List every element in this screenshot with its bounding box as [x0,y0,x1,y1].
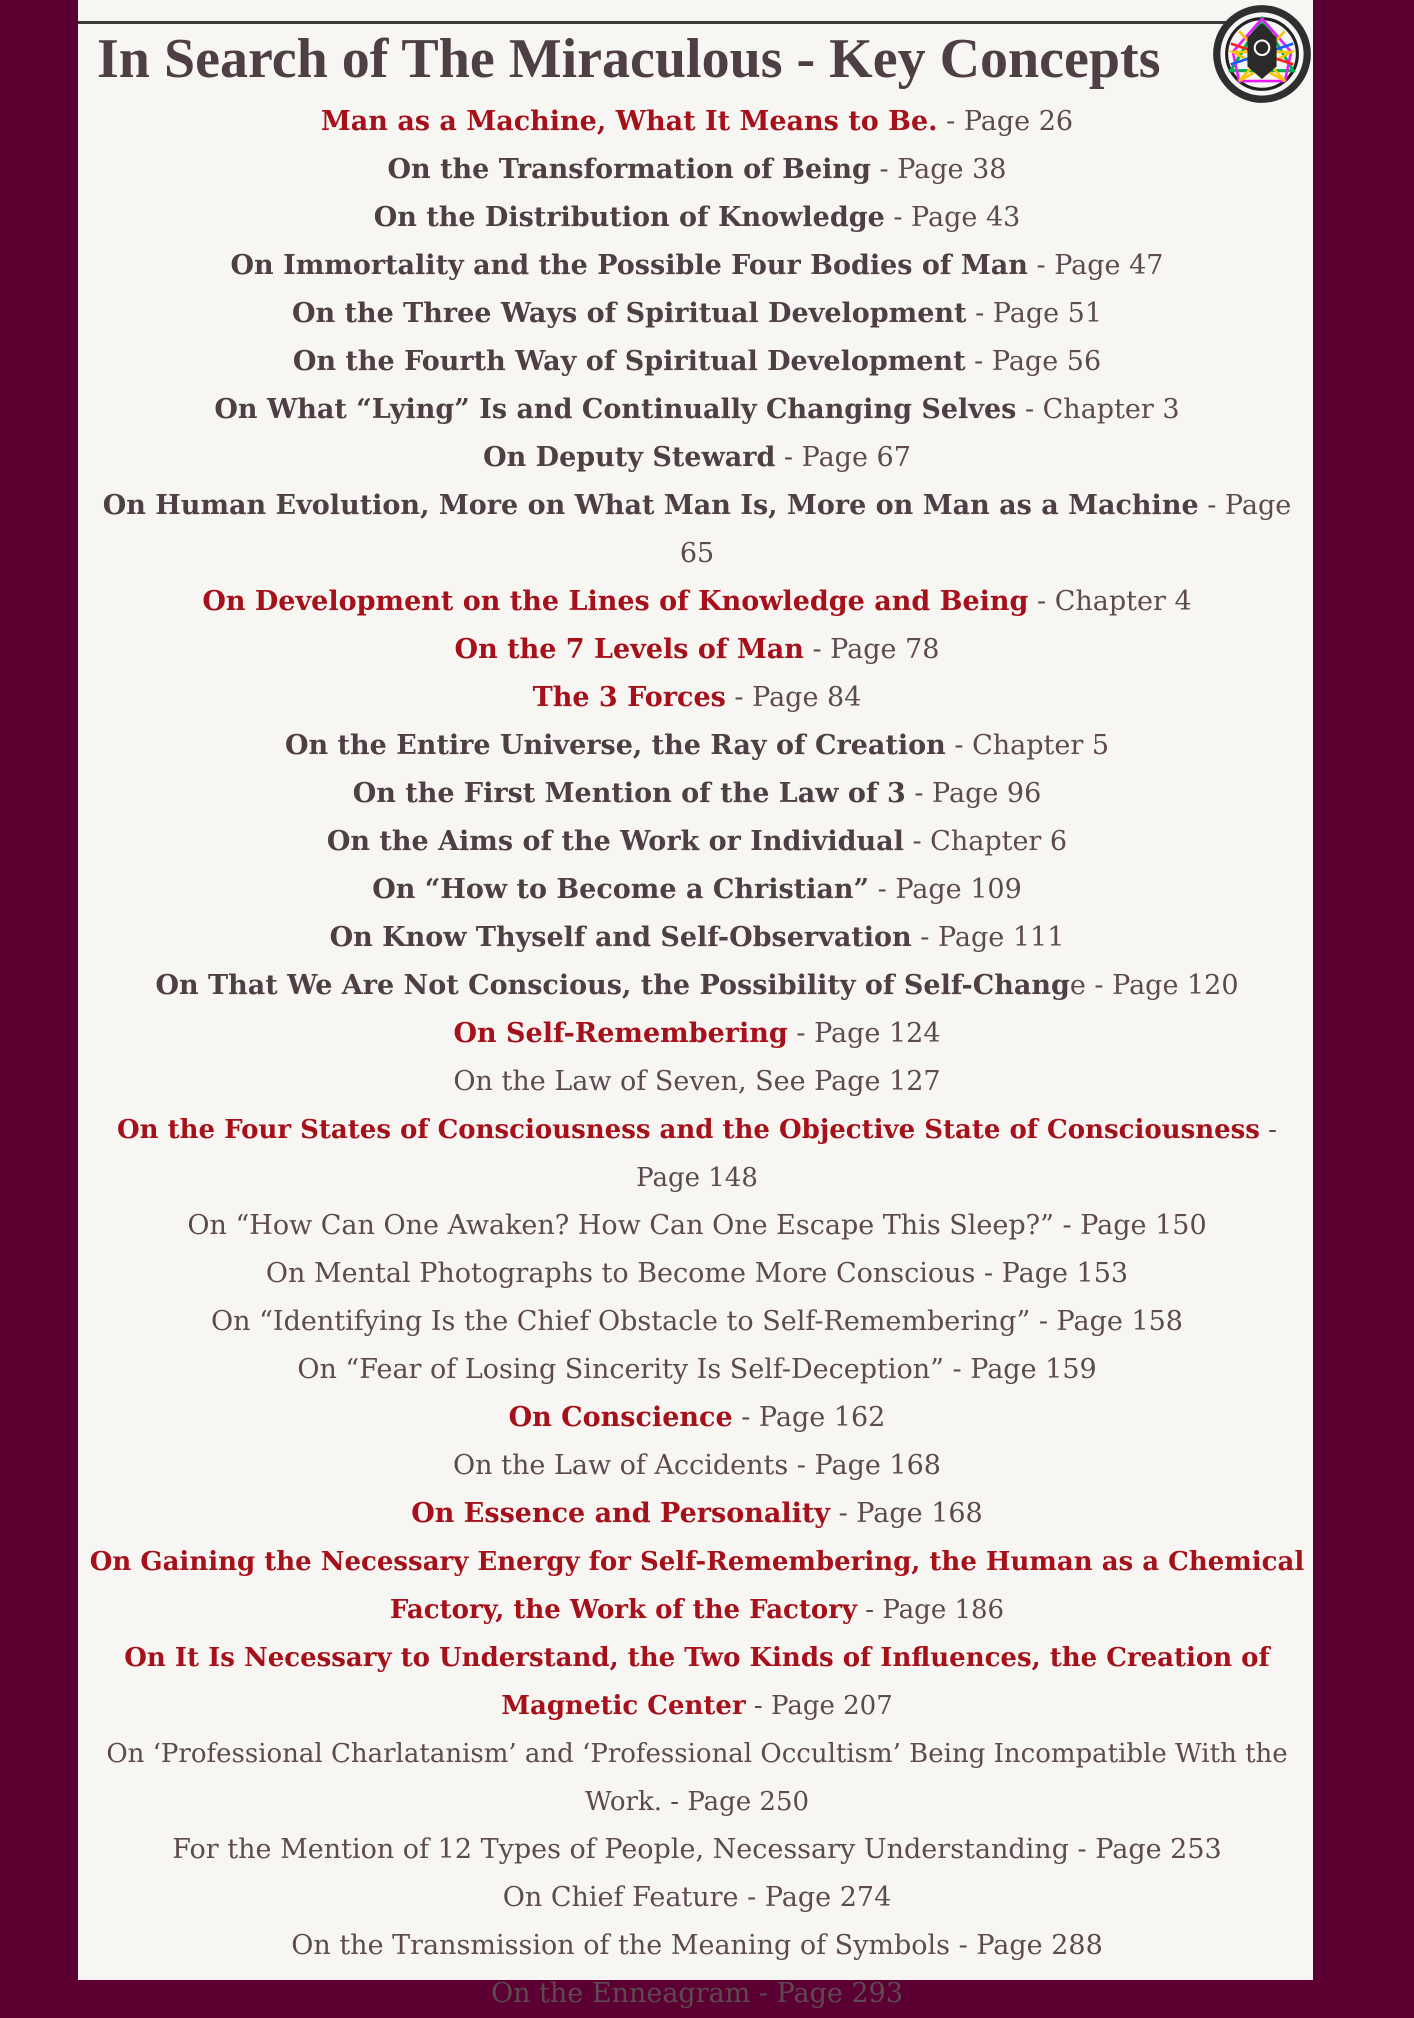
list-item [82,1010,1312,1058]
list-item [82,386,1312,434]
list-item [82,1970,1312,2018]
list-item [82,1346,1312,1394]
concept-title: Man as a Machine, What It Means to Be. [320,106,938,137]
concept-reference: - Chapter 3 [1016,394,1180,425]
concept-reference: - Page 56 [965,346,1102,377]
concept-reference: e - Page 120 [1069,970,1239,1001]
list-item [82,626,1312,674]
list-item [82,1634,1312,1730]
list-item [82,1106,1312,1202]
list-item [82,866,1312,914]
concept-title: On That We Are Not Conscious, the Possibility of Self-Chang [155,970,1070,1001]
concept-title: On the Entire Universe, the Ray of Creation [285,730,946,761]
concept-title: On “How to Become a Christian” [372,874,870,905]
list-item [82,338,1312,386]
concept-reference: - Page 111 [911,922,1065,953]
concept-title: On Development on the Lines of Knowledge and Being [202,586,1029,617]
concept-title: On What “Lying” Is and Continually Changing Selves [214,394,1017,425]
list-item [82,1730,1312,1826]
concept-reference: - Page 186 [857,1595,1005,1625]
concept-title: On the Transformation of Being [387,154,871,185]
concept-reference: - Page 26 [937,106,1074,137]
concept-reference: - Page 96 [905,778,1042,809]
list-item [82,194,1312,242]
concept-reference: - Page 65 [679,490,1292,569]
concept-title: On Gaining the Necessary Energy for Self-Remembering, the Human as a Chemical Factory, the Work of the Factory [89,1547,1305,1625]
list-item [82,914,1312,962]
concept-reference: - Page 47 [1027,250,1164,281]
concept-reference: - Page 162 [732,1402,886,1433]
concept-reference: For the Mention of 12 Types of People, Necessary Understanding - Page 253 [172,1834,1222,1865]
concept-reference: - Page 84 [725,682,862,713]
concept-reference: On Chief Feature - Page 274 [502,1882,892,1913]
concept-title: On the Distribution of Knowledge [373,202,885,233]
concept-reference: On “Identifying Is the Chief Obstacle to Self-Remembering” - Page 158 [211,1306,1183,1337]
concept-reference: On the Law of Accidents - Page 168 [453,1450,941,1481]
list-item [82,818,1312,866]
concept-title: On the Fourth Way of Spiritual Development [292,346,966,377]
list-item [82,434,1312,482]
list-item [82,146,1312,194]
list-item [82,482,1312,578]
concept-title: On Self-Remembering [453,1018,788,1049]
concept-title: On Conscience [508,1402,733,1433]
list-item [82,1394,1312,1442]
concept-title: On the Four States of Consciousness and the Objective State of Consciousness [117,1115,1260,1145]
list-item [82,722,1312,770]
concept-title: On Human Evolution, More on What Man Is, More on Man as a Machine [102,490,1199,521]
concept-title: On the 7 Levels of Man [454,634,804,665]
concept-title: On Know Thyself and Self-Observation [329,922,912,953]
concept-title: On the Three Ways of Spiritual Development [291,298,967,329]
concept-title: On the First Mention of the Law of 3 [352,778,906,809]
concept-title: On It Is Necessary to Understand, the Two Kinds of Influences, the Creation of Magnetic Center [124,1643,1270,1721]
list-item [82,962,1312,1010]
list-item [82,578,1312,626]
concept-reference: - Page 124 [787,1018,941,1049]
concept-reference: - Page 43 [884,202,1021,233]
concept-reference: On “Fear of Losing Sincerity Is Self-Deception” - Page 159 [297,1354,1097,1385]
concept-title: On the Aims of the Work or Individual [326,826,904,857]
list-item [82,1250,1312,1298]
concept-reference: On “How Can One Awaken? How Can One Escape This Sleep?” - Page 150 [187,1210,1207,1241]
list-item [82,1826,1312,1874]
concept-reference: - Page 207 [745,1691,893,1721]
list-item [82,1298,1312,1346]
list-item [82,674,1312,722]
concept-reference: - Page 67 [775,442,911,473]
list-item [82,290,1312,338]
enneagram-icon [1210,2,1314,106]
list-item [82,1922,1312,1970]
concept-list [82,98,1312,2018]
concept-reference: - Page 148 [636,1115,1277,1193]
list-item [82,98,1312,146]
concept-reference: - Page 51 [966,298,1103,329]
concept-reference: - Page 168 [830,1498,983,1529]
list-item [82,770,1312,818]
concept-title: On Essence and Personality [411,1498,831,1529]
concept-reference: - Chapter 6 [903,826,1068,857]
list-item [82,1874,1312,1922]
concept-reference: - Page 78 [803,634,940,665]
concept-title: The 3 Forces [532,682,726,713]
page-title: In Search of The Miraculous - Key Concepts [97,28,1161,90]
list-item [82,1202,1312,1250]
list-item [82,1058,1312,1106]
concept-reference: - Chapter 5 [945,730,1109,761]
list-item [82,1538,1312,1634]
concept-reference: - Page 38 [870,154,1007,185]
concept-reference: - Chapter 4 [1028,586,1192,617]
list-item [82,1490,1312,1538]
concept-reference: - Page 109 [869,874,1022,905]
concept-reference: On the Law of Seven, See Page 127 [453,1066,941,1097]
list-item [82,1442,1312,1490]
concept-reference: On ‘Professional Charlatanism’ and ‘Professional Occultism’ Being Incompatible With the Work. - Page 250 [106,1739,1288,1817]
list-item [82,242,1312,290]
concept-title: On Deputy Steward [483,442,776,473]
concept-reference: On the Enneagram - Page 293 [490,1978,904,2009]
concept-reference: On the Transmission of the Meaning of Symbols - Page 288 [291,1930,1103,1961]
concept-reference: On Mental Photographs to Become More Conscious - Page 153 [265,1258,1129,1289]
concept-title: On Immortality and the Possible Four Bodies of Man [230,250,1028,281]
